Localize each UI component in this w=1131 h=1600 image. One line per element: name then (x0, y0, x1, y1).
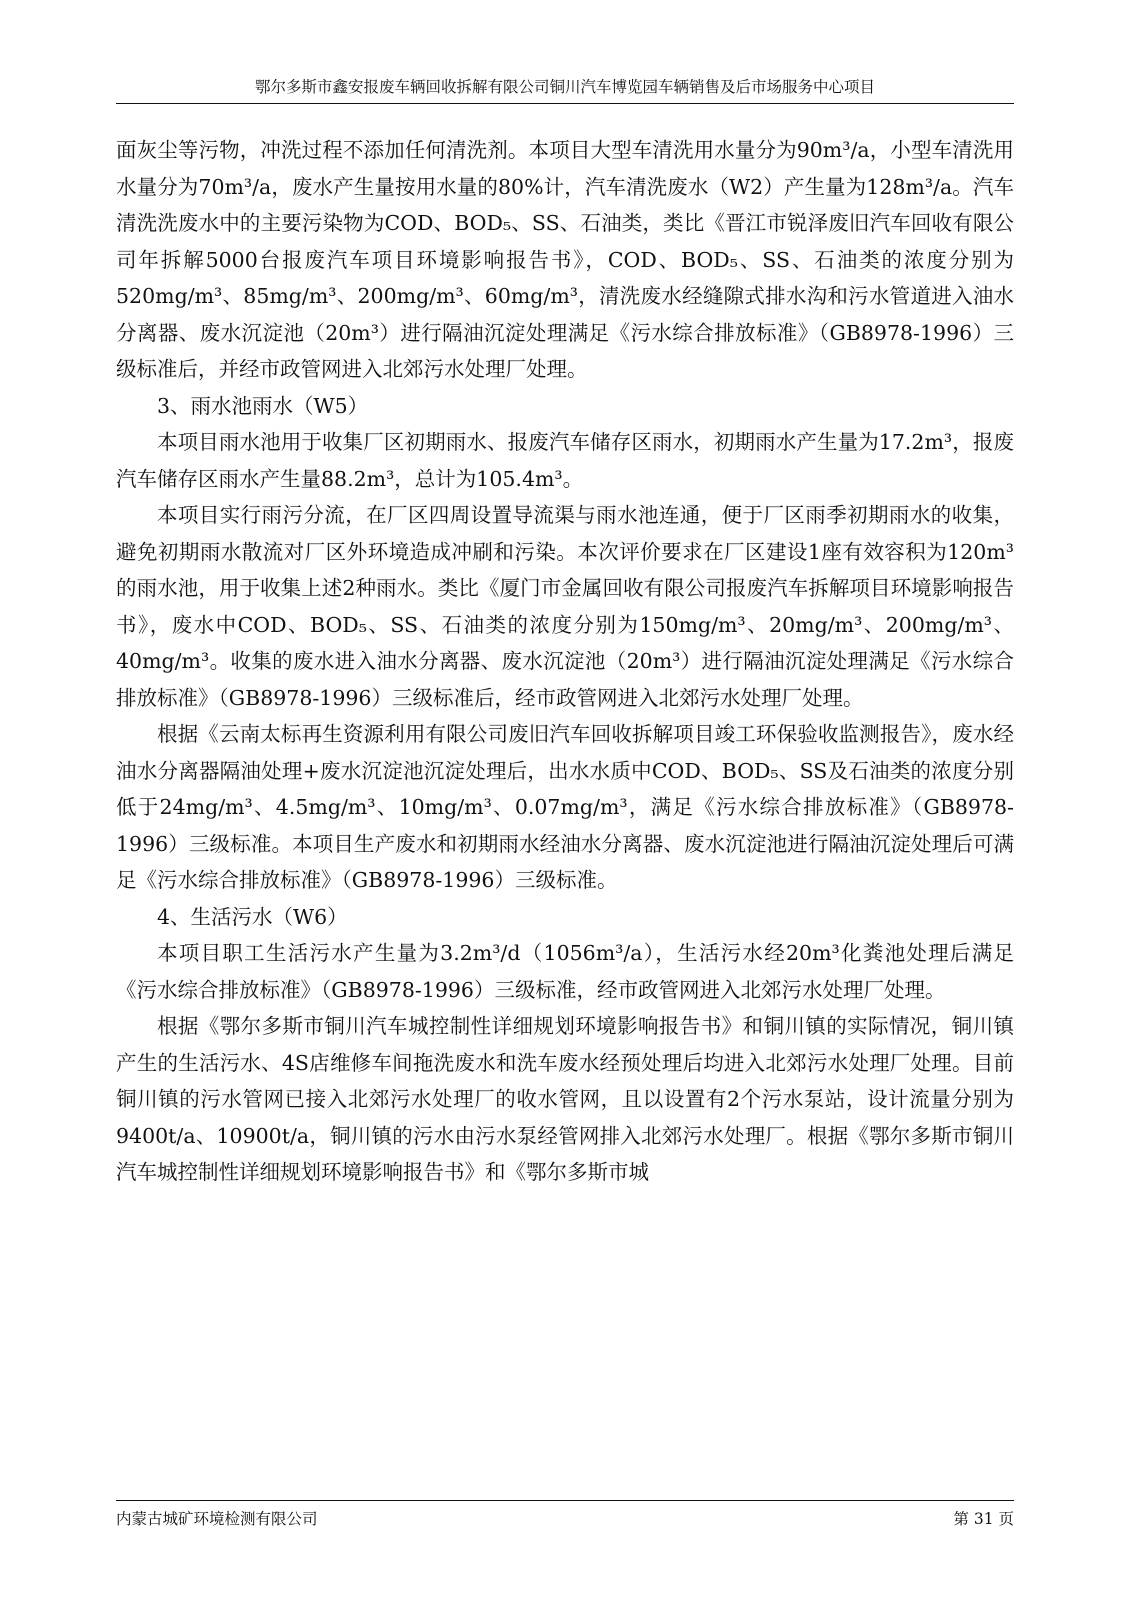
paragraph-monitoring-report: 根据《云南太标再生资源利用有限公司废旧汽车回收拆解项目竣工环保验收监测报告》，废水经油水分离器隔油处理+废水沉淀池沉淀处理后，出水水质中COD、BOD₅、SS及石油类的浓度分别低于24mg/m³、4.5mg/m³、10mg/m³、0.07mg/m³，满足《污水综合排放标准》（GB8978-1996）三级标准。本项目生产废水和初期雨水经油水分离器、废水沉淀池进行隔油沉淀处理后可满足《污水综合排放标准》（GB8978-1996）三级标准。 (116, 722, 1014, 892)
paragraph-domestic-sewage-volume: 本项目职工生活污水产生量为3.2m³/d（1056m³/a），生活污水经20m³化粪池处理后满足《污水综合排放标准》（GB8978-1996）三级标准，经市政管网进入北郊污水处理厂处理。 (116, 941, 1014, 1002)
document-body (116, 132, 1014, 1191)
page-number: 第 31 页 (953, 1510, 1014, 1528)
section-heading-domestic-sewage: 4、生活污水（W6） (157, 904, 348, 929)
paragraph-sewage-network: 根据《鄂尔多斯市铜川汽车城控制性详细规划环境影响报告书》和铜川镇的实际情况，铜川镇产生的生活污水、4S店维修车间拖洗废水和洗车废水经预处理后均进入北郊污水处理厂处理。目前铜川镇的污水管网已接入北郊污水处理厂的收水管网，且以设置有2个污水泵站，设计流量分别为9400t/a、10900t/a，铜川镇的污水由污水泵经管网排入北郊污水处理厂。根据《鄂尔多斯市铜川汽车城控制性详细规划环境影响报告书》和《鄂尔多斯市城 (116, 1014, 1014, 1184)
page-header-title: 鄂尔多斯市鑫安报废车辆回收拆解有限公司铜川汽车博览园车辆销售及后市场服务中心项目 (254, 78, 875, 96)
paragraph-rainwater-volume: 本项目雨水池用于收集厂区初期雨水、报废汽车储存区雨水，初期雨水产生量为17.2m³，报废汽车储存区雨水产生量88.2m³，总计为105.4m³。 (116, 430, 1014, 491)
footer-company-name: 内蒙古城矿环境检测有限公司 (116, 1510, 318, 1528)
section-heading-rainwater: 3、雨水池雨水（W5） (157, 393, 369, 418)
paragraph-car-wash-wastewater: 面灰尘等污物，冲洗过程不添加任何清洗剂。本项目大型车清洗用水量分为90m³/a，小型车清洗用水量分为70m³/a，废水产生量按用水量的80%计，汽车清洗废水（W2）产生量为128m³/a。汽车清洗洗废水中的主要污染物为COD、BOD₅、SS、石油类，类比《晋江市锐泽废旧汽车回收有限公司年拆解5000台报废汽车项目环境影响报告书》，COD、BOD₅、SS、石油类的浓度分别为520mg/m³、85mg/m³、200mg/m³、60mg/m³，清洗废水经缝隙式排水沟和污水管道进入油水分离器、废水沉淀池（20m³）进行隔油沉淀处理满足《污水综合排放标准》（GB8978-1996）三级标准后，并经市政管网进入北郊污水处理厂处理。 (116, 138, 1014, 381)
paragraph-rain-sewage-separation: 本项目实行雨污分流，在厂区四周设置导流渠与雨水池连通，便于厂区雨季初期雨水的收集，避免初期雨水散流对厂区外环境造成冲刷和污染。本次评价要求在厂区建设1座有效容积为120m³的雨水池，用于收集上述2种雨水。类比《厦门市金属回收有限公司报废汽车拆解项目环境影响报告书》，废水中COD、BOD₅、SS、石油类的浓度分别为150mg/m³、20mg/m³、200mg/m³、40mg/m³。收集的废水进入油水分离器、废水沉淀池（20m³）进行隔油沉淀处理满足《污水综合排放标准》（GB8978-1996）三级标准后，经市政管网进入北郊污水处理厂处理。 (116, 503, 1014, 710)
header-divider (116, 103, 1014, 104)
footer-divider (116, 1500, 1014, 1501)
